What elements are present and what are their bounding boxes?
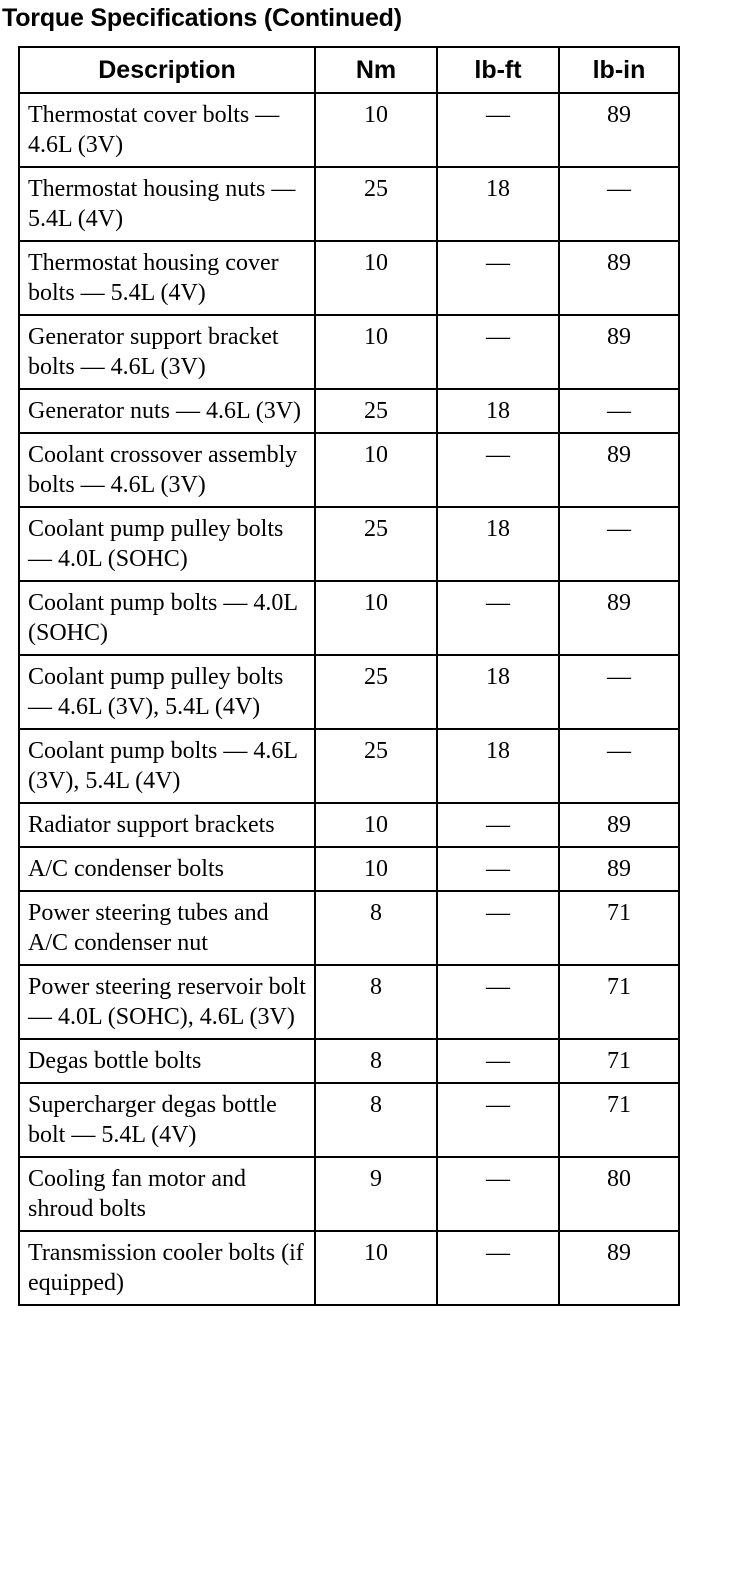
cell-nm: 25 bbox=[315, 389, 437, 433]
cell-lb-ft: — bbox=[437, 965, 559, 1039]
cell-description: Cooling fan motor and shroud bolts bbox=[19, 1157, 315, 1231]
cell-description: Supercharger degas bottle bolt — 5.4L (4V) bbox=[19, 1083, 315, 1157]
cell-lb-ft: — bbox=[437, 1157, 559, 1231]
cell-lb-ft: — bbox=[437, 1039, 559, 1083]
cell-nm: 10 bbox=[315, 315, 437, 389]
cell-description: Coolant pump bolts — 4.0L (SOHC) bbox=[19, 581, 315, 655]
cell-nm: 10 bbox=[315, 581, 437, 655]
cell-lb-in: 71 bbox=[559, 891, 679, 965]
cell-lb-ft: — bbox=[437, 803, 559, 847]
cell-nm: 25 bbox=[315, 729, 437, 803]
header-lb-in: lb-in bbox=[559, 47, 679, 93]
torque-spec-table bbox=[18, 46, 680, 1306]
cell-nm: 10 bbox=[315, 93, 437, 167]
cell-lb-in: 89 bbox=[559, 315, 679, 389]
cell-lb-in: 89 bbox=[559, 1231, 679, 1305]
table-row bbox=[19, 581, 679, 655]
cell-lb-ft: — bbox=[437, 93, 559, 167]
table-row bbox=[19, 433, 679, 507]
cell-nm: 8 bbox=[315, 891, 437, 965]
cell-description: Transmission cooler bolts (if equipped) bbox=[19, 1231, 315, 1305]
cell-lb-in: 89 bbox=[559, 847, 679, 891]
cell-description: Power steering tubes and A/C condenser nut bbox=[19, 891, 315, 965]
table-row bbox=[19, 729, 679, 803]
cell-description: Coolant pump pulley bolts — 4.6L (3V), 5.4L (4V) bbox=[19, 655, 315, 729]
cell-nm: 10 bbox=[315, 241, 437, 315]
header-nm: Nm bbox=[315, 47, 437, 93]
cell-lb-in: — bbox=[559, 389, 679, 433]
cell-description: Coolant pump pulley bolts — 4.0L (SOHC) bbox=[19, 507, 315, 581]
cell-lb-in: 89 bbox=[559, 803, 679, 847]
cell-description: Thermostat housing cover bolts — 5.4L (4V) bbox=[19, 241, 315, 315]
cell-lb-ft: — bbox=[437, 433, 559, 507]
cell-description: Radiator support brackets bbox=[19, 803, 315, 847]
cell-lb-ft: 18 bbox=[437, 729, 559, 803]
cell-description: Generator nuts — 4.6L (3V) bbox=[19, 389, 315, 433]
table-row bbox=[19, 1039, 679, 1083]
cell-description: Generator support bracket bolts — 4.6L (3V) bbox=[19, 315, 315, 389]
table-row bbox=[19, 1083, 679, 1157]
cell-lb-in: 80 bbox=[559, 1157, 679, 1231]
table-row bbox=[19, 803, 679, 847]
cell-lb-in: — bbox=[559, 167, 679, 241]
cell-lb-ft: — bbox=[437, 581, 559, 655]
table-row bbox=[19, 315, 679, 389]
cell-nm: 10 bbox=[315, 1231, 437, 1305]
cell-nm: 10 bbox=[315, 803, 437, 847]
cell-description: Coolant pump bolts — 4.6L (3V), 5.4L (4V) bbox=[19, 729, 315, 803]
cell-nm: 10 bbox=[315, 847, 437, 891]
cell-lb-ft: 18 bbox=[437, 655, 559, 729]
cell-description: Coolant crossover assembly bolts — 4.6L (3V) bbox=[19, 433, 315, 507]
cell-lb-ft: — bbox=[437, 847, 559, 891]
cell-lb-ft: 18 bbox=[437, 389, 559, 433]
header-description: Description bbox=[19, 47, 315, 93]
cell-lb-ft: — bbox=[437, 1231, 559, 1305]
table-body bbox=[19, 93, 679, 1305]
table-header-row bbox=[19, 47, 679, 93]
cell-nm: 9 bbox=[315, 1157, 437, 1231]
cell-nm: 10 bbox=[315, 433, 437, 507]
cell-description: Thermostat cover bolts — 4.6L (3V) bbox=[19, 93, 315, 167]
cell-lb-in: 89 bbox=[559, 433, 679, 507]
page-title: Torque Specifications (Continued) bbox=[2, 4, 402, 32]
cell-lb-in: — bbox=[559, 655, 679, 729]
cell-description: Power steering reservoir bolt — 4.0L (SOHC), 4.6L (3V) bbox=[19, 965, 315, 1039]
cell-lb-ft: — bbox=[437, 315, 559, 389]
table-row bbox=[19, 891, 679, 965]
table-row bbox=[19, 1157, 679, 1231]
cell-nm: 8 bbox=[315, 965, 437, 1039]
table-row bbox=[19, 93, 679, 167]
cell-lb-ft: — bbox=[437, 241, 559, 315]
cell-lb-in: 71 bbox=[559, 965, 679, 1039]
cell-nm: 25 bbox=[315, 167, 437, 241]
cell-lb-ft: — bbox=[437, 891, 559, 965]
cell-nm: 8 bbox=[315, 1039, 437, 1083]
cell-lb-in: — bbox=[559, 729, 679, 803]
cell-description: A/C condenser bolts bbox=[19, 847, 315, 891]
cell-lb-ft: 18 bbox=[437, 507, 559, 581]
table-row bbox=[19, 655, 679, 729]
table-row bbox=[19, 1231, 679, 1305]
cell-lb-in: 89 bbox=[559, 581, 679, 655]
cell-description: Thermostat housing nuts — 5.4L (4V) bbox=[19, 167, 315, 241]
cell-nm: 8 bbox=[315, 1083, 437, 1157]
header-lb-ft: lb-ft bbox=[437, 47, 559, 93]
table-row bbox=[19, 965, 679, 1039]
table-row bbox=[19, 847, 679, 891]
cell-lb-in: 89 bbox=[559, 241, 679, 315]
cell-lb-ft: 18 bbox=[437, 167, 559, 241]
cell-lb-in: 71 bbox=[559, 1083, 679, 1157]
table-row bbox=[19, 241, 679, 315]
cell-lb-in: 71 bbox=[559, 1039, 679, 1083]
table-row bbox=[19, 389, 679, 433]
cell-nm: 25 bbox=[315, 507, 437, 581]
cell-lb-in: — bbox=[559, 507, 679, 581]
cell-lb-in: 89 bbox=[559, 93, 679, 167]
cell-lb-ft: — bbox=[437, 1083, 559, 1157]
cell-nm: 25 bbox=[315, 655, 437, 729]
table-row bbox=[19, 507, 679, 581]
table-row bbox=[19, 167, 679, 241]
cell-description: Degas bottle bolts bbox=[19, 1039, 315, 1083]
